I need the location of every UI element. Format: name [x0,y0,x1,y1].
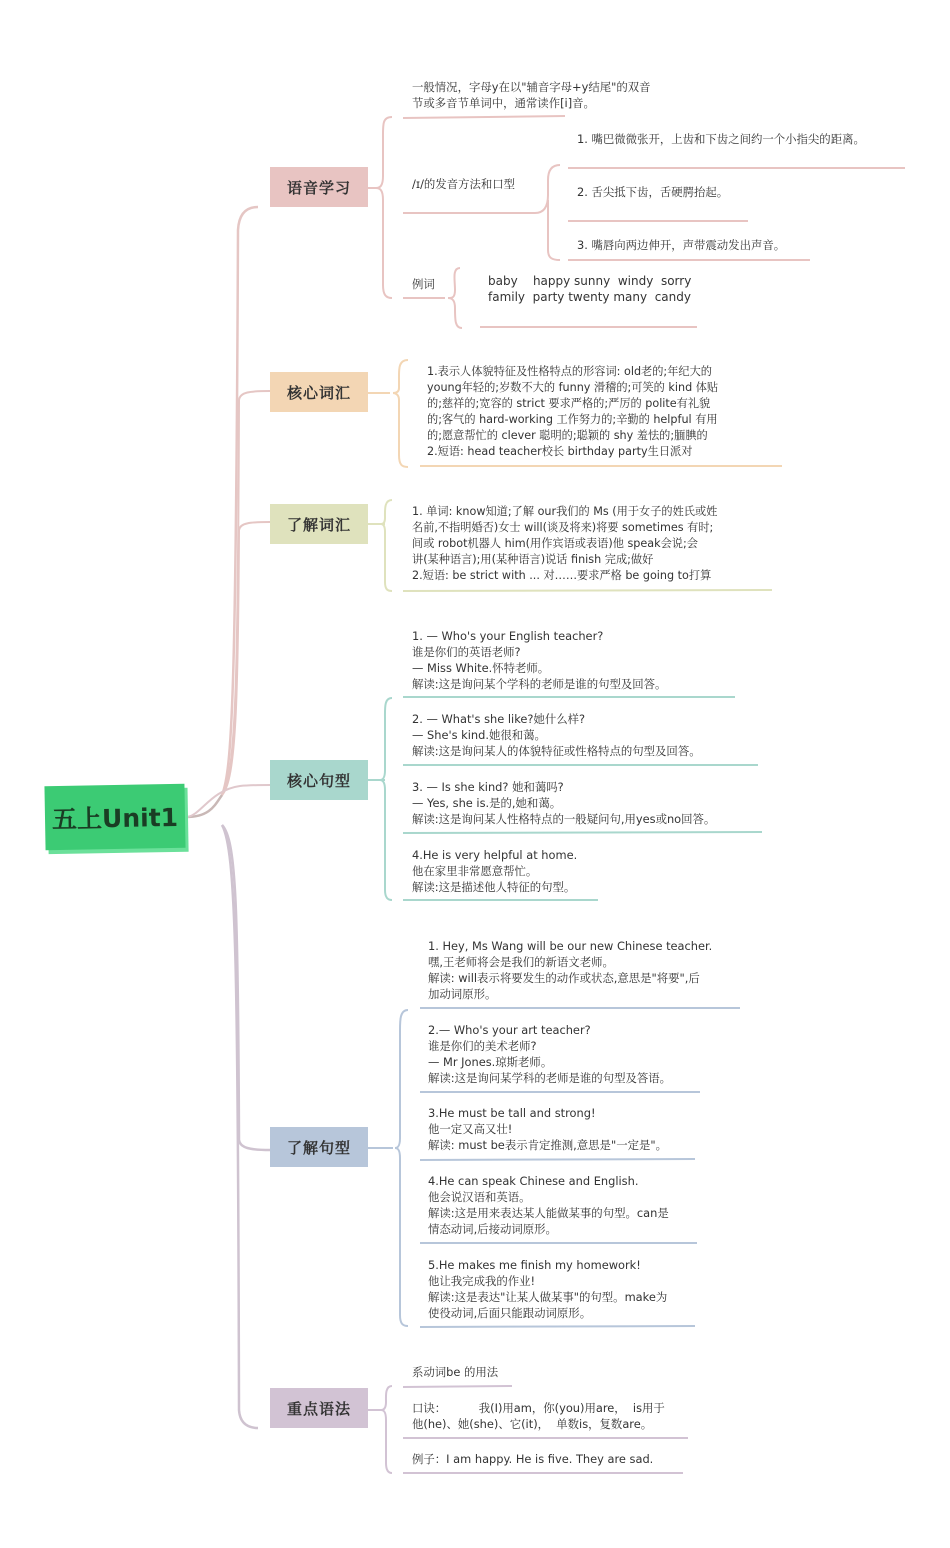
pronunciation-step-3: 3. 嘴唇向两边伸开，声带震动发出声音。 [577,238,786,252]
branch-key-grammar[interactable]: 重点语法 [270,1388,368,1428]
root-node[interactable]: 五上Unit1 [44,784,185,850]
grammar-intro: 系动词be 的用法 [412,1365,499,1379]
core-sentence-4: 4.He is very helpful at home. 他在家里非常愿意帮忙。 解读:这是描述他人特征的句型。 [412,848,578,894]
pronunciation-step-2: 2. 舌尖抵下齿，舌硬腭抬起。 [577,185,729,199]
branch-core-sentences[interactable]: 核心句型 [270,760,368,800]
branch-core-vocabulary[interactable]: 核心词汇 [270,372,368,412]
pronunciation-method-label: /ɪ/的发音方法和口型 [412,177,516,191]
grammar-rule: 口诀： 我(I)用am，你(you)用are， is用于 他(he)、她(she)、它(it)， 单数is，复数are。 [412,1401,665,1431]
pronunciation-step-1: 1. 嘴巴微微张开，上齿和下齿之间约一个小指尖的距离。 [577,132,865,146]
branch-extra-sentences[interactable]: 了解句型 [270,1127,368,1167]
extra-sentence-5: 5.He makes me finish my homework! 他让我完成我的作业! 解读:这是表达"让某人做某事"的句型。make为 使役动词,后面只能跟动词原形。 [428,1258,668,1320]
extra-sentence-3: 3.He must be tall and strong! 他一定又高又壮! 解读: must be表示肯定推测,意思是"一定是"。 [428,1106,667,1152]
grammar-example: 例子：I am happy. He is five. They are sad. [412,1452,654,1466]
extra-sentence-2: 2.— Who's your art teacher? 谁是你们的美术老师? — Mr Jones.琼斯老师。 解读:这是询问某学科的老师是谁的句型及答语。 [428,1023,672,1085]
branch-phonics[interactable]: 语音学习 [270,167,368,207]
extra-sentence-1: 1. Hey, Ms Wang will be our new Chinese teacher. 嘿,王老师将会是我们的新语文老师。 解读: will表示将要发生的动作或状态,意思是"将要",后 加动词原形。 [428,939,713,1001]
extra-sentence-4: 4.He can speak Chinese and English. 他会说汉语和英语。 解读:这是用来表达某人能做某事的句型。can是 情态动词,后接动词原形。 [428,1174,669,1236]
branch-extra-vocabulary[interactable]: 了解词汇 [270,504,368,544]
phonics-intro: 一般情况，字母y在以"辅音字母+y结尾"的双音 节或多音节单词中，通常读作[i]音。 [412,80,651,110]
core-sentence-2: 2. — What's she like?她什么样? — She's kind.她很和蔼。 解读:这是询问某人的体貌特征或性格特点的句型及回答。 [412,712,701,758]
core-sentence-3: 3. — Is she kind? 她和蔼吗? — Yes, she is.是的,她和蔼。 解读:这是询问某人性格特点的一般疑问句,用yes或no回答。 [412,780,716,826]
extra-vocabulary-text: 1. 单词: know知道;了解 our我们的 Ms (用于女子的姓氏或姓 名前,不指明婚否)女士 will(谈及将来)将要 sometimes 有时; 间或 robot机器人 him(用作宾语或表语)他 speak会说;会 讲(某种语言);用(某种语言)说话 finish 完成;做好 2.短语: be strict with ... 对……要求严格 be going to打算 [412,505,718,582]
example-words: baby happy sunny windy sorry family party twenty many candy [488,274,692,304]
core-sentence-1: 1. — Who's your English teacher? 谁是你们的英语老师? — Miss White.怀特老师。 解读:这是询问某个学科的老师是谁的句型及回答。 [412,629,667,691]
core-vocabulary-text: 1.表示人体貌特征及性格特点的形容词: old老的;年纪大的 young年轻的;岁数不大的 funny 滑稽的;可笑的 kind 体贴 的;慈祥的;宽容的 strict 要求严格的;严厉的 polite有礼貌 的;客气的 hard-working 工作努力的;辛勤的 helpful 有用 的;愿意帮忙的 clever 聪明的;聪颖的 shy 羞怯的;腼腆的 2.短语: head teacher校长 birthday party生日派对 [427,365,719,458]
example-words-label: 例词 [412,277,435,291]
